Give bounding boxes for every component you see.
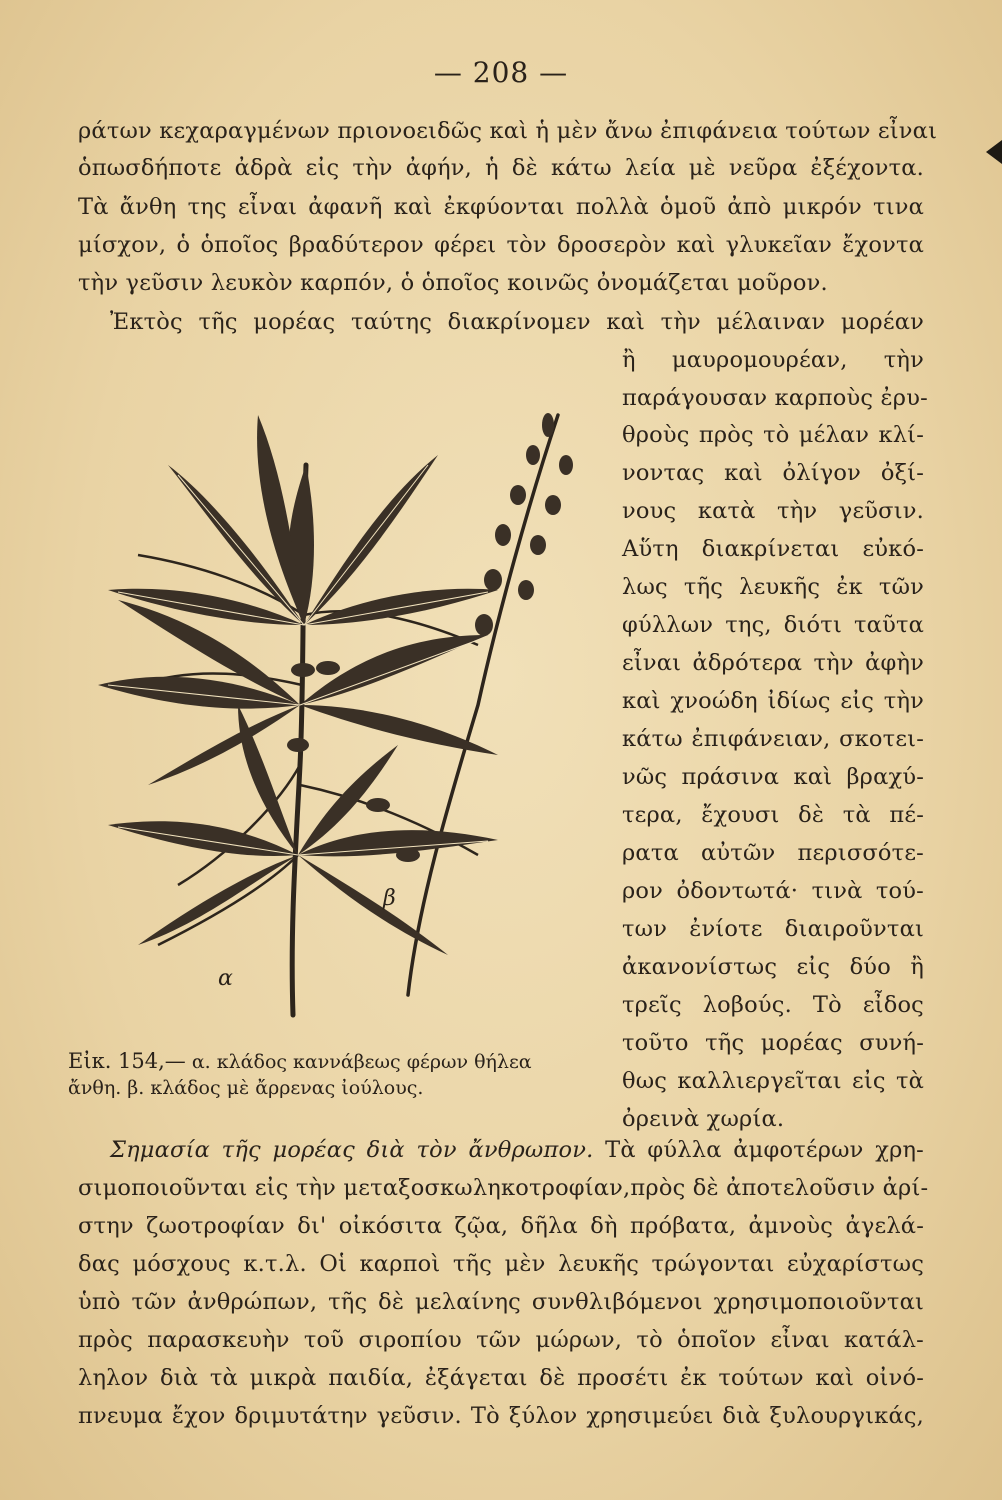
text-line: στην ζωοτροφίαν δι' οἰκόσιτα ζῷα, δῆλα δὴ πρόβατα, ἀμνοὺς ἀγελά-: [78, 1213, 924, 1239]
figure-caption: [68, 1048, 598, 1101]
text-line: ὁπωσδήποτε ἀδρὰ εἰς τὴν ἀφήν, ἡ δὲ κάτω λεία μὲ νεῦρα ἐξέχοντα.: [78, 155, 924, 181]
column-line: νους κατὰ τὴν γεῦσιν.: [622, 498, 924, 524]
column-line: ρατα αὐτῶν περισσότε-: [622, 840, 924, 866]
caption-line-1: α. κλάδος καννάβεως φέρων θήλεα: [191, 1051, 532, 1073]
text-line: Τὰ ἄνθη της εἶναι ἀφανῆ καὶ ἐκφύονται πολλὰ ὁμοῦ ἀπὸ μικρόν τινα: [78, 194, 924, 220]
text-line: ληλον διὰ τὰ μικρὰ παιδία, ἐξάγεται δὲ προσέτι ἐκ τούτων καὶ οἰνό-: [78, 1365, 924, 1391]
figure-label-b: β: [383, 886, 396, 911]
figure-label-a: α: [218, 966, 233, 991]
text-line: δας μόσχους κ.τ.λ. Οἱ καρποὶ τῆς μὲν λευκῆς τρώγονται εὐχαρίστως: [78, 1251, 924, 1277]
column-line: θως καλλιεργεῖται εἰς τὰ: [622, 1068, 924, 1094]
paragraph-heading: Σημασία τῆς μορέας διὰ τὸν ἄνθρωπον.: [110, 1137, 594, 1163]
page-number: — 208 —: [433, 56, 569, 89]
figure-number: Εἰκ. 154,—: [68, 1049, 186, 1073]
column-line: ἢ μαυρομουρέαν, τὴν: [622, 347, 924, 373]
column-line: παράγουσαν καρποὺς ἐρυ-: [622, 385, 928, 411]
column-line: Αὕτη διακρίνεται εὐκό-: [622, 536, 924, 562]
text-line: Ἐκτὸς τῆς μορέας ταύτης διακρίνομεν καὶ τὴν μέλαιναν μορέαν: [110, 309, 924, 335]
column-line: εἶναι ἀδρότερα τὴν ἀφὴν: [622, 650, 924, 676]
column-line: νῶς πράσινα καὶ βραχύ-: [622, 764, 924, 790]
hemp-plant-illustration: [78, 385, 598, 1025]
text-line: ράτων κεχαραγμένων πριονοειδῶς καὶ ἡ μὲν ἄνω ἐπιφάνεια τούτων εἶναι: [78, 118, 938, 144]
column-line: τρεῖς λοβούς. Τὸ εἶδος: [622, 992, 924, 1018]
column-line: των ἐνίοτε διαιροῦνται: [622, 916, 924, 942]
text-line: πνευμα ἔχον δριμυτάτην γεῦσιν. Τὸ ξύλον χρησιμεύει διὰ ξυλουργικάς,: [78, 1403, 924, 1429]
column-line: καὶ χνοώδη ἰδίως εἰς τὴν: [622, 688, 924, 714]
text-line: [110, 1135, 924, 1165]
caption-line-2: ἄνθη. β. κλάδος μὲ ἄρρενας ἰούλους.: [68, 1077, 424, 1099]
text-line: πρὸς παρασκευὴν τοῦ σιροπίου τῶν μώρων, τὸ ὁποῖον εἶναι κατάλ-: [78, 1327, 924, 1353]
text-line: σιμοποιοῦνται εἰς τὴν μεταξοσκωληκοτροφίαν,πρὸς δὲ ἀποτελοῦσιν ἀρί-: [78, 1175, 929, 1201]
column-line: ρον ὀδοντωτά· τινὰ τού-: [622, 878, 924, 904]
column-line: τοῦτο τῆς μορέας συνή-: [622, 1030, 924, 1056]
text-line: τὴν γεῦσιν λευκὸν καρπόν, ὁ ὁποῖος κοινῶς ὀνομάζεται μοῦρον.: [78, 270, 828, 296]
column-line: ἀκανονίστως εἰς δύο ἢ: [622, 954, 924, 980]
text-line: ὑπὸ τῶν ἀνθρώπων, τῆς δὲ μελαίνης συνθλιβόμενοι χρησιμοποιοῦνται: [78, 1289, 924, 1315]
column-line: νοντας καὶ ὀλίγον ὀξί-: [622, 460, 924, 486]
column-line: θροὺς πρὸς τὸ μέλαν κλί-: [622, 422, 924, 448]
column-line: τερα, ἔχουσι δὲ τὰ πέ-: [622, 802, 924, 828]
column-line: κάτω ἐπιφάνειαν, σκοτει-: [622, 726, 924, 752]
column-line: ὀρεινὰ χωρία.: [622, 1106, 785, 1132]
page-edge-mark: [986, 140, 1002, 164]
text-line: μίσχον, ὁ ὁποῖος βραδύτερον φέρει τὸν δροσερὸν καὶ γλυκεῖαν ἔχοντα: [78, 232, 924, 258]
column-line: λως τῆς λευκῆς ἐκ τῶν: [622, 574, 924, 600]
heading-line-rest: Τὰ φύλλα ἀμφοτέρων χρη-: [605, 1137, 924, 1163]
column-line: φύλλων της, διότι ταῦτα: [622, 612, 924, 638]
